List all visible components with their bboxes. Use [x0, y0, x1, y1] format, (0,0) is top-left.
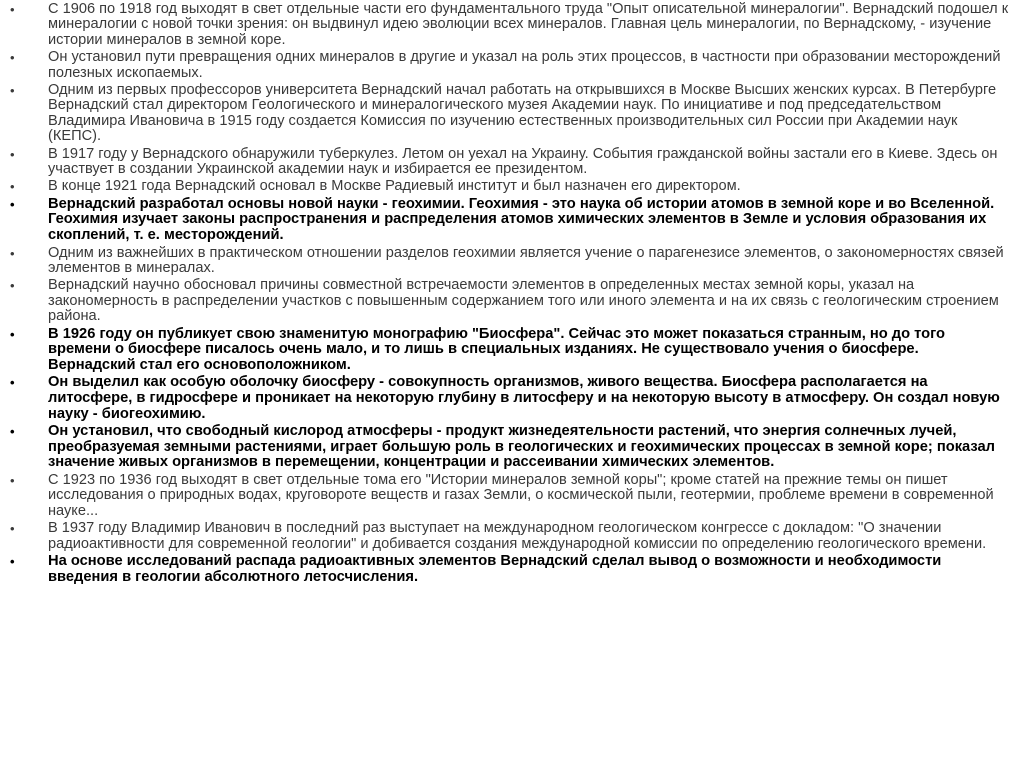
bullet-icon: •	[10, 424, 15, 440]
list-item	[8, 473, 1010, 519]
list-item	[8, 554, 1010, 585]
bullet-icon: •	[10, 278, 15, 294]
list-item-text: Одним из первых профессоров университета Вернадский начал работать на открывшихся в Москве Высших женских курсах. В Петербурге Вернадский стал директором Геологического и минералогического музея Академии наук. По инициативе и под председательством Владимира Ивановича в 1915 году создается Комиссия по изучению естественных производительных сил России при Академии наук (КЕПС).	[48, 82, 997, 145]
bullet-icon: •	[10, 375, 15, 391]
bullet-icon: •	[10, 521, 15, 537]
list-item	[8, 83, 1010, 145]
bullet-icon: •	[10, 473, 15, 489]
list-item-text: Вернадский разработал основы новой науки - геохимии. Геохимия - это наука об истории атомов в земной коре и во Вселенной. Геохимия изучает законы распространения и распределения атомов химических элементов в Земле и условия образования их скоплений, т. е. месторождений.	[48, 195, 995, 244]
bullet-icon: •	[10, 83, 15, 99]
bullet-list	[8, 2, 1010, 585]
list-item-text: Он выделил как особую оболочку биосферу - совокупность организмов, живого вещества. Биосфера располагается на литосфере, в гидросфере и проникает на некоторую глубину в литосферу и на некоторую высоту в атмосферу. Он создал новую науку - биогеохимию.	[48, 374, 1000, 422]
bullet-icon: •	[10, 554, 15, 570]
bullet-icon: •	[10, 146, 15, 162]
list-item-text: С 1923 по 1936 год выходят в свет отдельные тома его "Истории минералов земной коры"; кроме статей на прежние темы он пишет исследования о природных водах, круговороте веществ и газах Земли, о космической пыли, геотермии, проблеме времени в современной науке...	[48, 472, 994, 519]
bullet-icon: •	[10, 245, 15, 261]
list-item-text: В 1926 году он публикует свою знаменитую монографию "Биосфера". Сейчас это может показаться странным, но до того времени о биосфере писалось очень мало, и то лишь в специальных изданиях. Не существовало учения о биосфере. Вернадский стал его основоположником.	[48, 325, 946, 373]
list-item	[8, 375, 1010, 422]
list-item	[8, 50, 1010, 81]
bullet-icon: •	[10, 196, 15, 212]
bullet-icon: •	[10, 2, 15, 17]
bullet-icon: •	[10, 179, 15, 195]
list-item	[8, 278, 1010, 324]
list-item-text: Вернадский научно обосновал причины совместной встречаемости элементов в определенных местах земной коры, указал на закономерность в распределении участков с повышенным содержанием того или иного элемента и на их связь с геологическим строением района.	[48, 277, 999, 325]
list-item-text: На основе исследований распада радиоактивных элементов Вернадский сделал вывод о возможности и необходимости введения в геологии абсолютного летосчисления.	[48, 553, 942, 585]
list-item	[8, 2, 1010, 48]
bullet-icon: •	[10, 326, 15, 342]
bullet-icon: •	[10, 50, 15, 66]
list-item	[8, 246, 1010, 277]
list-item-text: Он установил пути превращения одних минералов в другие и указал на роль этих процессов, в частности при образовании месторождений полезных ископаемых.	[48, 49, 1001, 81]
list-item-text: С 1906 по 1918 год выходят в свет отдельные части его фундаментального труда "Опыт описательной минералогии". Вернадский подошел к минералогии с новой точки зрения: он выдвинул идею эволюции всех минералов. Главная цель минералогии, по Вернадскому, - изучение истории минералов в земной коре.	[48, 1, 1009, 48]
list-item-text: Он установил, что свободный кислород атмосферы - продукт жизнедеятельности растений, что энергия солнечных лучей, преобразуемая земными растениями, играет большую роль в геологических и геохимических процессах в земной коре; показал значение живых организмов в перемещении, концентрации и рассеивании химических элементов.	[48, 423, 996, 471]
list-item	[8, 424, 1010, 471]
list-item-text: В конце 1921 года Вернадский основал в Москве Радиевый институт и был назначен его директором.	[48, 178, 741, 195]
list-item	[8, 521, 1010, 552]
list-item	[8, 147, 1010, 178]
list-item	[8, 327, 1010, 374]
list-item-text: Одним из важнейших в практическом отношении разделов геохимии является учение о парагенезисе элементов, о закономерностях связей элементов в минералах.	[48, 244, 1004, 277]
list-item	[8, 179, 1010, 194]
list-item	[8, 197, 1010, 244]
list-item-text: В 1937 году Владимир Иванович в последний раз выступает на международном геологическом конгрессе с докладом: "О значении радиоактивности для современной геологии" и добивается создания международной комиссии по определению геологического времени.	[48, 520, 987, 552]
list-item-text: В 1917 году у Вернадского обнаружили туберкулез. Летом он уехал на Украину. События гражданской войны застали его в Киеве. Здесь он участвует в создании Украинской академии наук и избирается ее президентом.	[48, 145, 998, 178]
